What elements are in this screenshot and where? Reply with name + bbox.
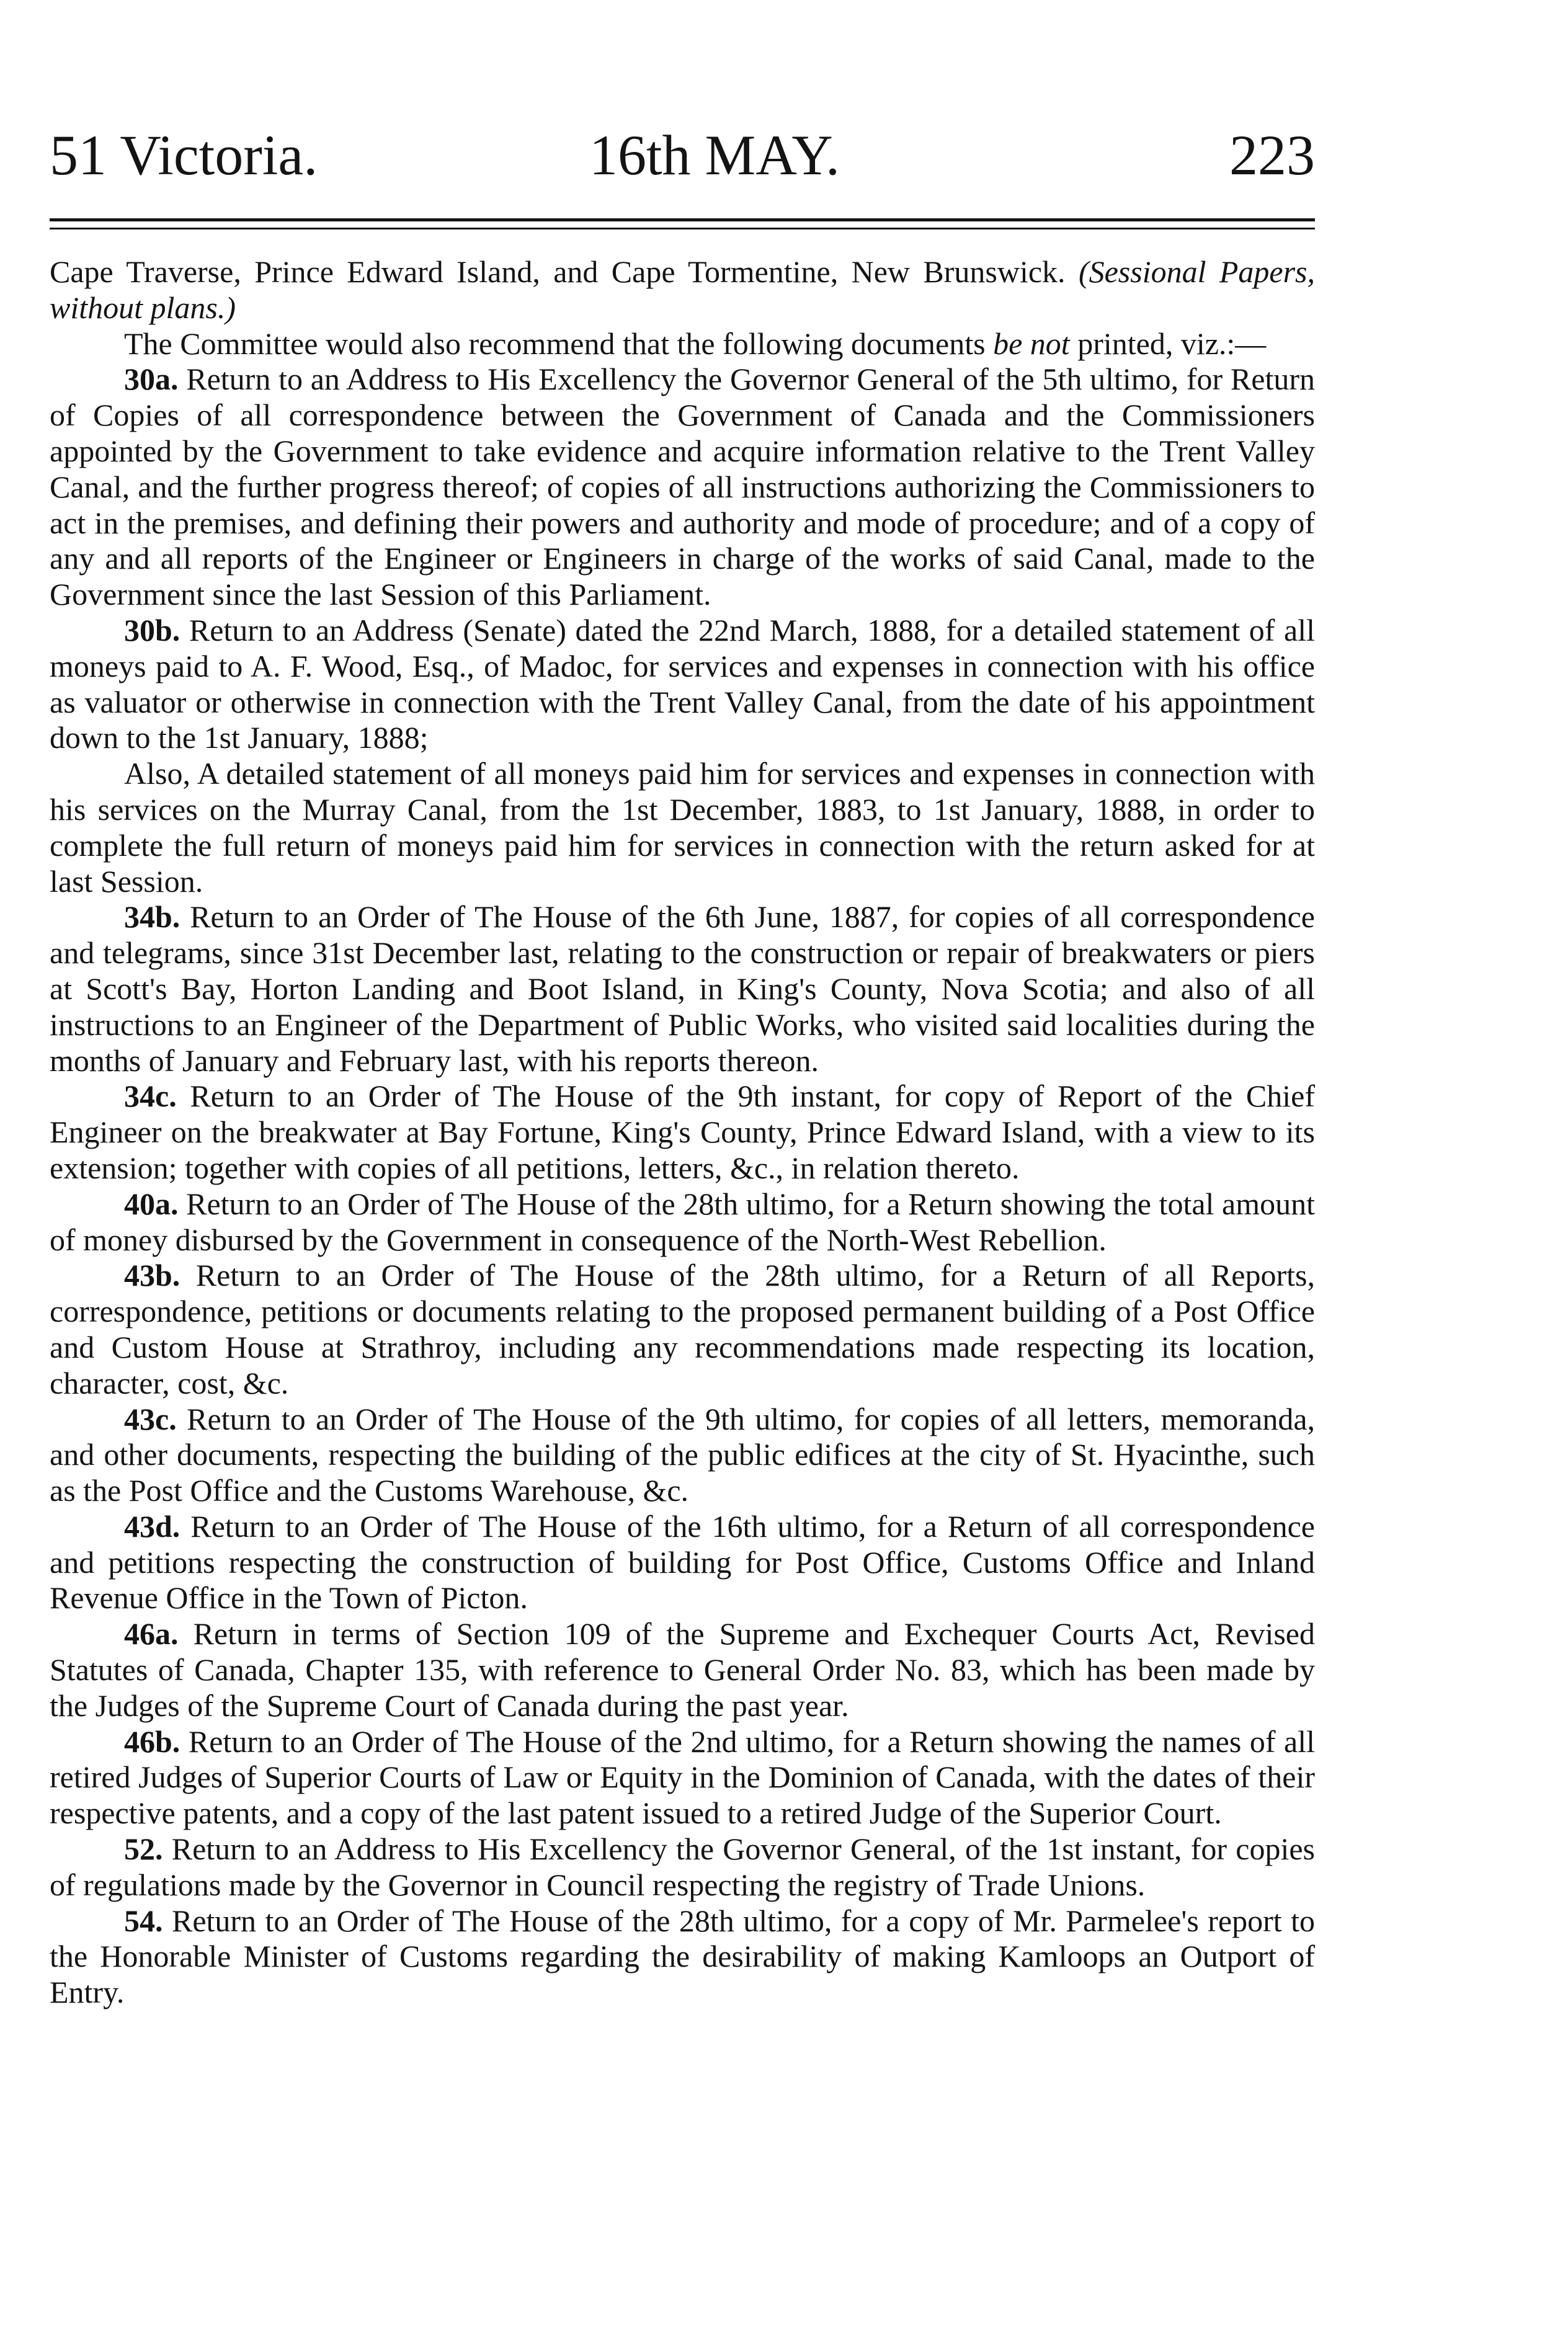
- intro-line: [50, 254, 1315, 326]
- entry-number: 46a.: [124, 1616, 179, 1652]
- list-item: [50, 899, 1315, 1079]
- entry-number: 52.: [124, 1831, 163, 1867]
- list-item: [50, 362, 1315, 613]
- entry-text: Return to an Order of The House of the 28th ultimo, for a Return showing the total amount of money disbursed by the Government in consequence of the North-West Rebellion.: [50, 1186, 1315, 1257]
- entry-number: 34c.: [124, 1079, 177, 1114]
- body-text: [50, 254, 1315, 2011]
- entry-text: Return to an Order of The House of the 9th instant, for copy of Report of the Chief Engineer on the breakwater at Bay Fortune, King's County, Prince Edward Island, with a view to its extension; together with copies of all petitions, letters, &c., in relation thereto.: [50, 1079, 1315, 1185]
- committee-recommendation: [50, 326, 1315, 362]
- sessional-note: (Sessional Papers, without plans.): [50, 254, 1316, 325]
- list-item: [50, 1258, 1315, 1401]
- committee-text-pre: The Committee would also recommend that the following documents: [124, 326, 986, 361]
- entry-text: Return to an Order of The House of the 6th June, 1887, for copies of all correspondence and telegrams, since 31st December last, relating to the construction or repair of breakwaters or piers at Scott's Bay, Horton Landing and Boot Island, in King's County, Nova Scotia; and also of all instructions to an Engineer of the Department of Public Works, who visited said localities during the months of January and February last, with his reports thereon.: [50, 899, 1316, 1078]
- list-item: [50, 1724, 1315, 1831]
- entry-number: 43b.: [124, 1258, 180, 1293]
- list-item: [50, 1402, 1315, 1509]
- entry-text: Return in terms of Section 109 of the Supreme and Exchequer Courts Act, Revised Statutes of Canada, Chapter 135, with reference to General Order No. 83, which has been made by the Judges of the Supreme Court of Canada during the past year.: [50, 1616, 1316, 1723]
- list-item: [50, 613, 1315, 756]
- list-item: [50, 756, 1315, 899]
- header-rule: [50, 218, 1315, 229]
- entry-number: 40a.: [124, 1186, 179, 1221]
- entry-number: 30a.: [124, 362, 179, 397]
- list-item: [50, 1186, 1315, 1258]
- list-item: [50, 1903, 1315, 2011]
- page-date: 16th MAY.: [589, 123, 840, 187]
- entry-number: 30b.: [124, 612, 180, 647]
- regnal-year: 51 Victoria.: [50, 123, 318, 187]
- list-item: [50, 1831, 1315, 1903]
- entry-text: Return to an Order of The House of the 28th ultimo, for a copy of Mr. Parmelee's report to the Honorable Minister of Customs regarding the desirability of making Kamloops an Outport of Entry.: [50, 1903, 1315, 2010]
- entry-text: Return to an Address to His Excellency the Governor General, of the 1st instant, for copies of regulations made by the Governor in Council respecting the registry of Trade Unions.: [50, 1831, 1316, 1902]
- entry-number: 34b.: [124, 899, 180, 935]
- entry-number: 46b.: [124, 1724, 180, 1759]
- committee-text-post: printed, viz.:—: [1077, 326, 1267, 361]
- list-item: [50, 1616, 1315, 1724]
- list-item: [50, 1509, 1315, 1616]
- entry-text: Return to an Order of The House of the 16th ultimo, for a Return of all correspondence and petitions respecting the construction of building for Post Office, Customs Office and Inland Revenue Office in the Town of Picton.: [50, 1508, 1315, 1616]
- intro-line-text: Cape Traverse, Prince Edward Island, and Cape Tormentine, New Brunswick.: [50, 254, 1066, 289]
- page-number: 223: [1229, 123, 1315, 187]
- entry-number: 54.: [124, 1903, 163, 1938]
- committee-emphasis: be not: [993, 326, 1070, 361]
- entry-text: Return to an Order of The House of the 9th ultimo, for copies of all letters, memoranda, and other documents, respecting the building of the public edifices at the city of St. Hyacinthe, such as the Post Office and the Customs Warehouse, &c.: [50, 1401, 1316, 1508]
- entry-text: Return to an Address (Senate) dated the 22nd March, 1888, for a detailed statement of all moneys paid to A. F. Wood, Esq., of Madoc, for services and expenses in connection with his office as valuator or otherwise in connection with the Trent Valley Canal, from the date of his appointment down to the 1st January, 1888;: [50, 612, 1315, 755]
- entry-number: 43d.: [124, 1508, 180, 1544]
- entry-number: 43c.: [124, 1401, 177, 1436]
- list-item: [50, 1079, 1315, 1186]
- running-head: [50, 115, 1315, 195]
- entry-text: Also, A detailed statement of all moneys paid him for services and expenses in connection with his services on the Murray Canal, from the 1st December, 1883, to 1st January, 1888, in order to complete the full return of moneys paid him for services in connection with the return asked for at last Session.: [50, 756, 1315, 899]
- entry-text: Return to an Order of The House of the 28th ultimo, for a Return of all Reports, correspondence, petitions or documents relating to the proposed permanent building of a Post Office and Custom House at Strathroy, including any recommendations made respecting its location, character, cost, &c.: [50, 1258, 1315, 1400]
- entry-text: Return to an Address to His Excellency the Governor General of the 5th ultimo, for Return of Copies of all correspondence between the Government of Canada and the Commissioners appointed by the Government to take evidence and acquire information relative to the Trent Valley Canal, and the further progress thereof; of copies of all instructions authorizing the Commissioners to act in the premises, and defining their powers and authority and mode of procedure; and of a copy of any and all reports of the Engineer or Engineers in charge of the works of said Canal, made to the Government since the last Session of this Parliament.: [50, 362, 1316, 612]
- entry-text: Return to an Order of The House of the 2nd ultimo, for a Return showing the names of all retired Judges of Superior Courts of Law or Equity in the Dominion of Canada, with the dates of their respective patents, and a copy of the last patent issued to a retired Judge of the Superior Court.: [50, 1724, 1315, 1831]
